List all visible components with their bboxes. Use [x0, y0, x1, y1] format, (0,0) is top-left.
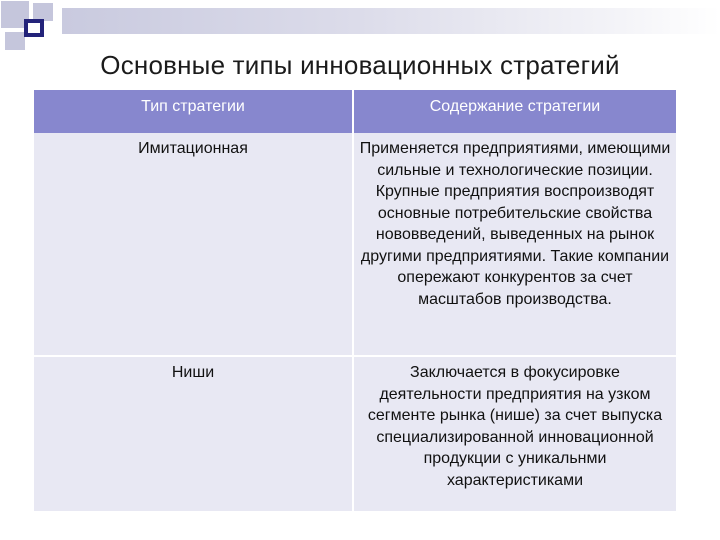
column-header-content: Содержание стратегии	[353, 90, 676, 133]
header-gradient-bar	[62, 8, 720, 34]
slide-title: Основные типы инновационных стратегий	[100, 50, 620, 80]
table-header-row	[34, 90, 676, 133]
strategy-content-cell: Заключается в фокусировке деятельности предприятия на узком сегменте рынка (нише) за счет выпуска специализированной инновационной продукции с уникальнми характеристиками	[353, 356, 676, 511]
decor-square-outlined	[24, 19, 44, 37]
table-row	[34, 133, 676, 356]
slide-decoration	[0, 0, 720, 48]
decor-square	[5, 32, 25, 50]
table-row	[34, 356, 676, 511]
column-header-type: Тип стратегии	[34, 90, 353, 133]
strategy-type-cell: Ниши	[34, 356, 353, 511]
strategy-table	[34, 90, 676, 511]
strategy-type-cell: Имитационная	[34, 133, 353, 356]
strategy-content-cell: Применяется предприятиями, имеющими сильные и технологические позиции. Крупные предприятия воспроизводят основные потребительские свойства нововведений, выведенных на рынок другими предприятиями. Такие компании опережают конкурентов за счет масштабов производства.	[353, 133, 676, 356]
